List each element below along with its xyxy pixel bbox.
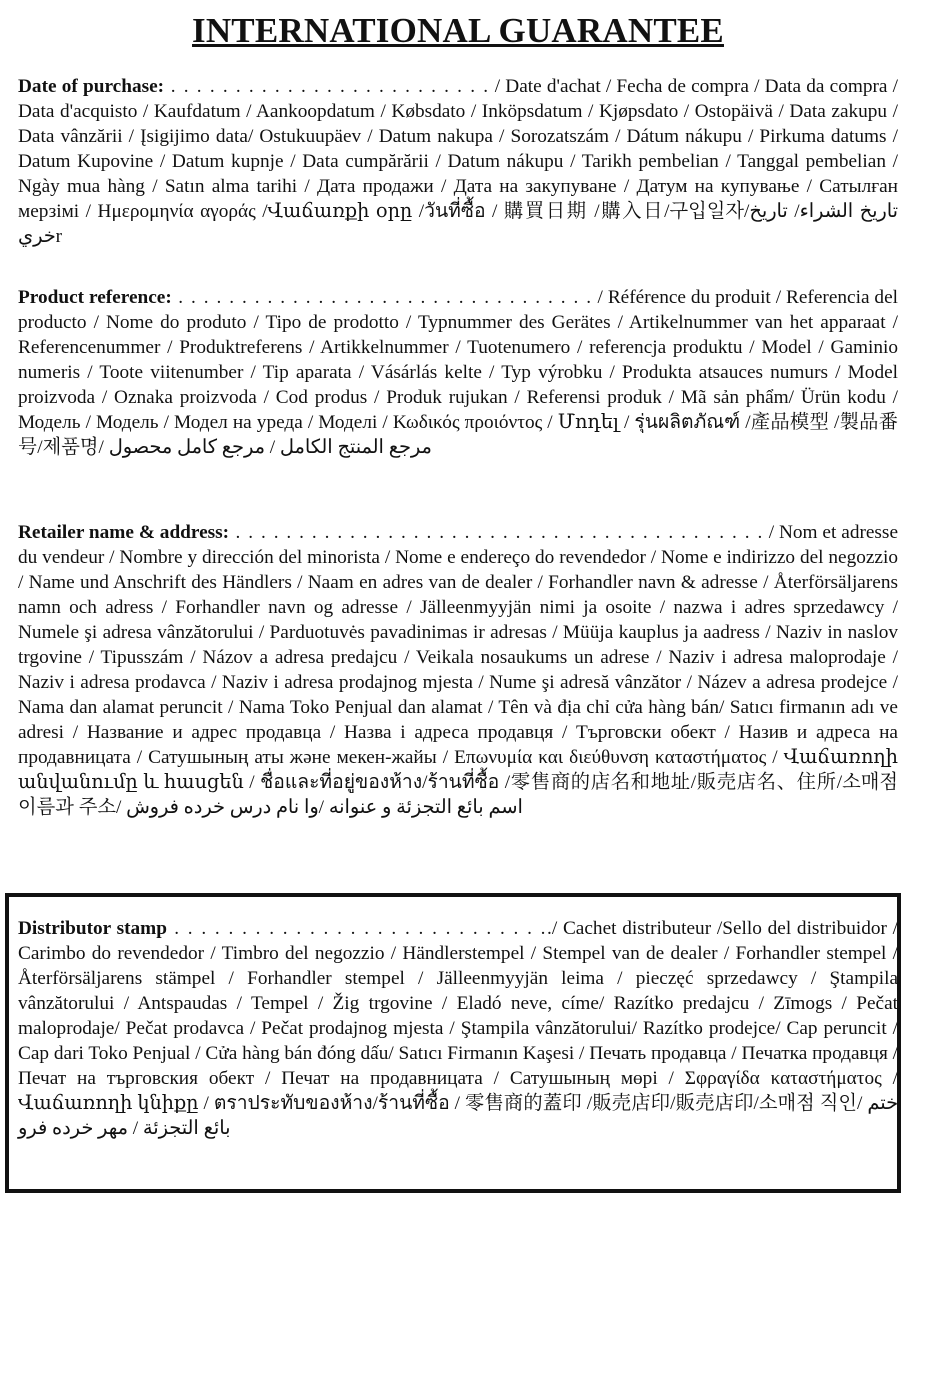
retailer-dots: . . . . . . . . . . . . . . . . . . . . . . . . . . . . . . . . . . . . . . . . . .	[229, 522, 764, 543]
date-of-purchase-section	[18, 74, 898, 249]
date-of-purchase-dots: . . . . . . . . . . . . . . . . . . . . . . . . .	[164, 76, 490, 97]
distributor-stamp-dots: . . . . . . . . . . . . . . . . . . . . . . . . . . . .	[166, 918, 548, 939]
retailer-section	[18, 520, 898, 820]
distributor-stamp-section	[18, 916, 898, 1141]
product-reference-label: Product reference:	[18, 287, 172, 308]
distributor-stamp-label: Distributor stamp	[18, 918, 167, 939]
product-reference-translations: / Référence du produit / Referencia del producto / Nome do produto / Tipo de prodotto / Typnummer des Gerätes / Artikelnummer van het apparaat / Referencenummer / Produktreferens / Artikkelnummer / Tuotenumero / referencja produktu / Model / Gaminio numeris / Toote viitenumber / Tip aparata / Vásárlás kelte / Typ výrobku / Produkta atsauces numurs / Model proizvoda / Oznaka proizvoda / Cod produs / Produk rujukan / Referensi produk / Mã sản phẩm/ Ürün kodu / Модель / Модель / Модел на уреда / Моделі / Κωδικός προιόντος / Մոդել / รุ่นผลิตภัณฑ์ /產品模型 /製品番号/제품명/ مرجع المنتج الكامل / مرجع كامل محصول	[18, 287, 898, 458]
product-reference-dots: . . . . . . . . . . . . . . . . . . . . . . . . . . . . . . . . .	[171, 287, 593, 308]
date-of-purchase-translations: / Date d'achat / Fecha de compra / Data da compra / Data d'acquisto / Kaufdatum / Aankoopdatum / Købsdato / Inköpsdatum / Kjøpsdato / Ostopäivä / Data zakupu / Data vânzării / Įsigijimo data/ Ostukuupäev / Datum nakupa / Sorozatszám / Dátum nákupu / Pirkuma datums / Datum Kupovine / Datum kupnje / Data cumpărării / Datum nákupu / Tarikh pembelian / Tanggal pembelian / Ngày mua hàng / Satın alma tarihi / Дата продажи / Дата на закупуване / Датум на купување / Сатылған мерзімі / Ημερομηνία αγοράς /Վաճառքի օրը /วันที่ซื้อ / 購買日期 /購入日/구입일자/تاريخ الشراء/ تاريخ خريr	[18, 76, 899, 247]
product-reference-section	[18, 285, 898, 460]
distributor-stamp-translations: ./ Cachet distributeur /Sello del distribuidor / Carimbo do revendedor / Timbro del negozzio / Händlerstempel / Stempel van de dealer / Forhandler stempel / Återförsäljarens stämpel / Forhandler stempel / Jälleenmyyjän leima / pieczęć sprzedawcy / Ştampila vânzătorului / Antspaudas / Tempel / Žig trgovine / Eladó neve, címe/ Razítko predajcu / Zīmogs / Pečat maloprodaje/ Pečat prodavca / Pečat prodajnog mjesta / Ştampila vânzătorului/ Razítko prodejce/ Cap peruncit / Cap dari Toko Penjual / Cửa hàng bán đóng dấu/ Satıcı Firmanın Kaşesi / Печать продавца / Печатка продавця / Печат на търговския обект / Печат на продавницата / Сатушының мөрі / Σφραγίδα καταστήματος / Վաճառողի կնիքը / ตราประทับของห้าง/ร้านที่ซื้อ / 零售商的蓋印 /販売店印/販売店印/소매점 직인/ ختم بائع التجزئة / مهر خرده فرو	[18, 918, 899, 1139]
retailer-translations: / Nom et adresse du vendeur / Nombre y dirección del minorista / Nome e endereço do revendedor / Nome e indirizzo del negozzio / Name und Anschrift des Händlers / Naam en adres van de dealer / Forhandler navn & adresse / Återförsäljarens namn och adress / Forhandler navn og adresse / Jälleenmyyjän nimi ja osoite / nazwa i adres sprzedawcy / Numele şi adresa vânzătorului / Parduotuvės pavadinimas ir adresas / Müüja kauplus ja aadress / Naziv in naslov trgovine / Tipusszám / Názov a adresa predajcu / Veikala nosaukums un adrese / Naziv i adresa maloprodaje / Naziv i adresa prodavca / Naziv i adresa prodajnog mjesta / Nume şi adresă vânzător / Název a adresa prodejce / Nama dan alamat peruncit / Nama Toko Penjual dan alamat / Tên và địa chỉ cửa hàng bán/ Satıcı firmanın adı ve adresi / Название и адрес продавца / Назва і адреса продавця / Търговски обект / Назив и адреса на продавницата / Сатушының аты және мекен-жайы / Επωνυμία και διεύθυνση καταστήματος / Վաճառողի անվանումը և հասցեն / ชื่อและที่อยู่ของห้าง/ร้านที่ซื้อ /零售商的店名和地址/販売店名、住所/소매점 이름과 주소/ اسم بائع التجزئة و عنوانه /وا نام درس خرده فروش	[18, 522, 898, 818]
retailer-label: Retailer name & address:	[18, 522, 230, 543]
page-title: INTERNATIONAL GUARANTEE	[192, 11, 724, 50]
date-of-purchase-label: Date of purchase:	[18, 76, 165, 97]
